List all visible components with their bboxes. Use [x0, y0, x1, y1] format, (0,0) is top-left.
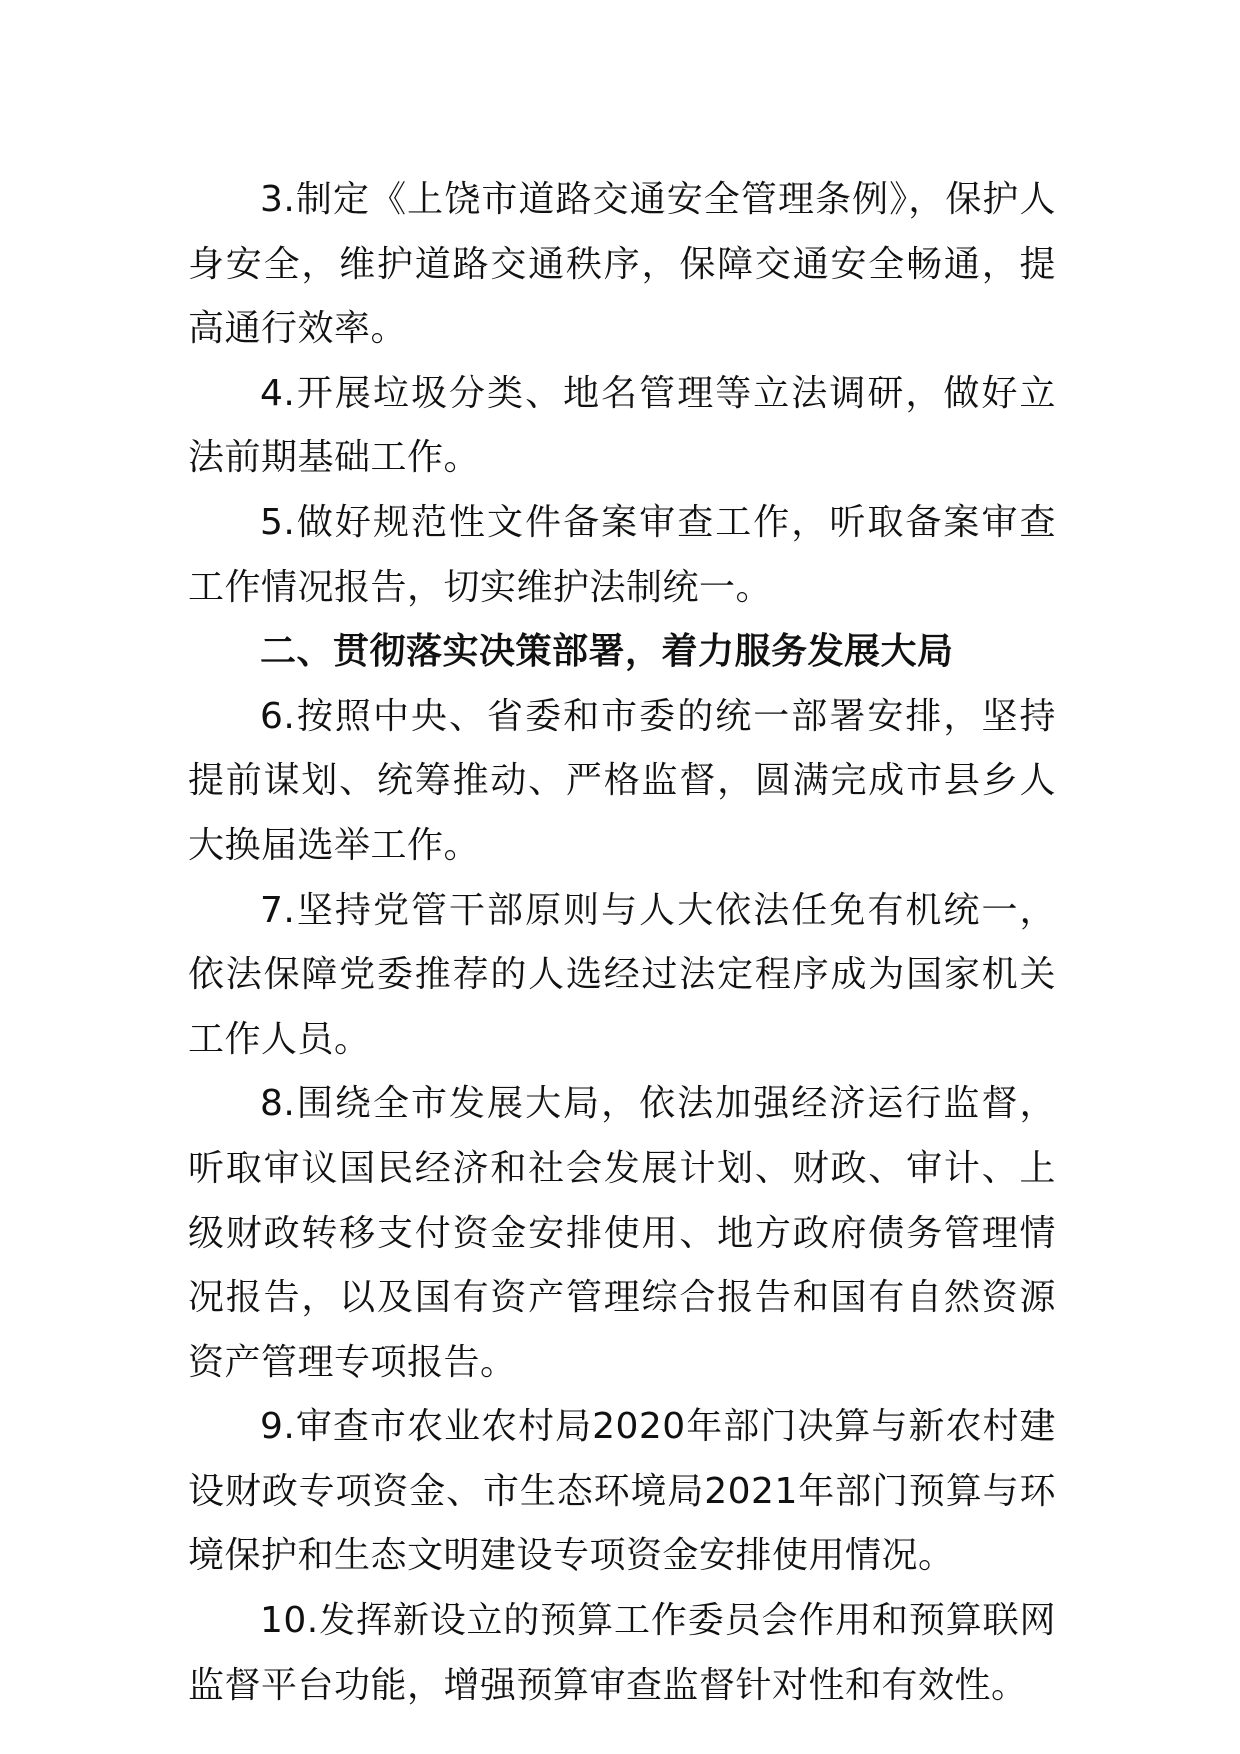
paragraph-item-4: 4.开展垃圾分类、地名管理等立法调研，做好立法前期基础工作。 — [188, 372, 1056, 479]
section-heading-2: 二、贯彻落实决策部署，着力服务发展大局 — [260, 631, 954, 673]
paragraph-item-7: 7.坚持党管干部原则与人大依法任免有机统一，依法保障党委推荐的人选经过法定程序成为国家机关工作人员。 — [188, 889, 1056, 1060]
paragraph-item-8: 8.围绕全市发展大局，依法加强经济运行监督，听取审议国民经济和社会发展计划、财政、审计、上级财政转移支付资金安排使用、地方政府债务管理情况报告，以及国有资产管理综合报告和国有自然资源资产管理专项报告。 — [188, 1083, 1056, 1383]
paragraph-item-10: 10.发挥新设立的预算工作委员会作用和预算联网监督平台功能，增强预算审查监督针对性和有效性。 — [188, 1600, 1056, 1706]
paragraph-item-3: 3.制定《上饶市道路交通安全管理条例》，保护人身安全，维护道路交通秩序，保障交通安全畅通，提高通行效率。 — [188, 179, 1056, 350]
paragraph-item-6: 6.按照中央、省委和市委的统一部署安排，坚持提前谋划、统筹推动、严格监督，圆满完成市县乡人大换届选举工作。 — [188, 695, 1056, 866]
document-body — [188, 168, 1056, 1718]
paragraph-item-9: 9.审查市农业农村局2020年部门决算与新农村建设财政专项资金、市生态环境局2021年部门预算与环境保护和生态文明建设专项资金安排使用情况。 — [188, 1406, 1056, 1577]
paragraph-item-5: 5.做好规范性文件备案审查工作，听取备案审查工作情况报告，切实维护法制统一。 — [188, 501, 1056, 608]
